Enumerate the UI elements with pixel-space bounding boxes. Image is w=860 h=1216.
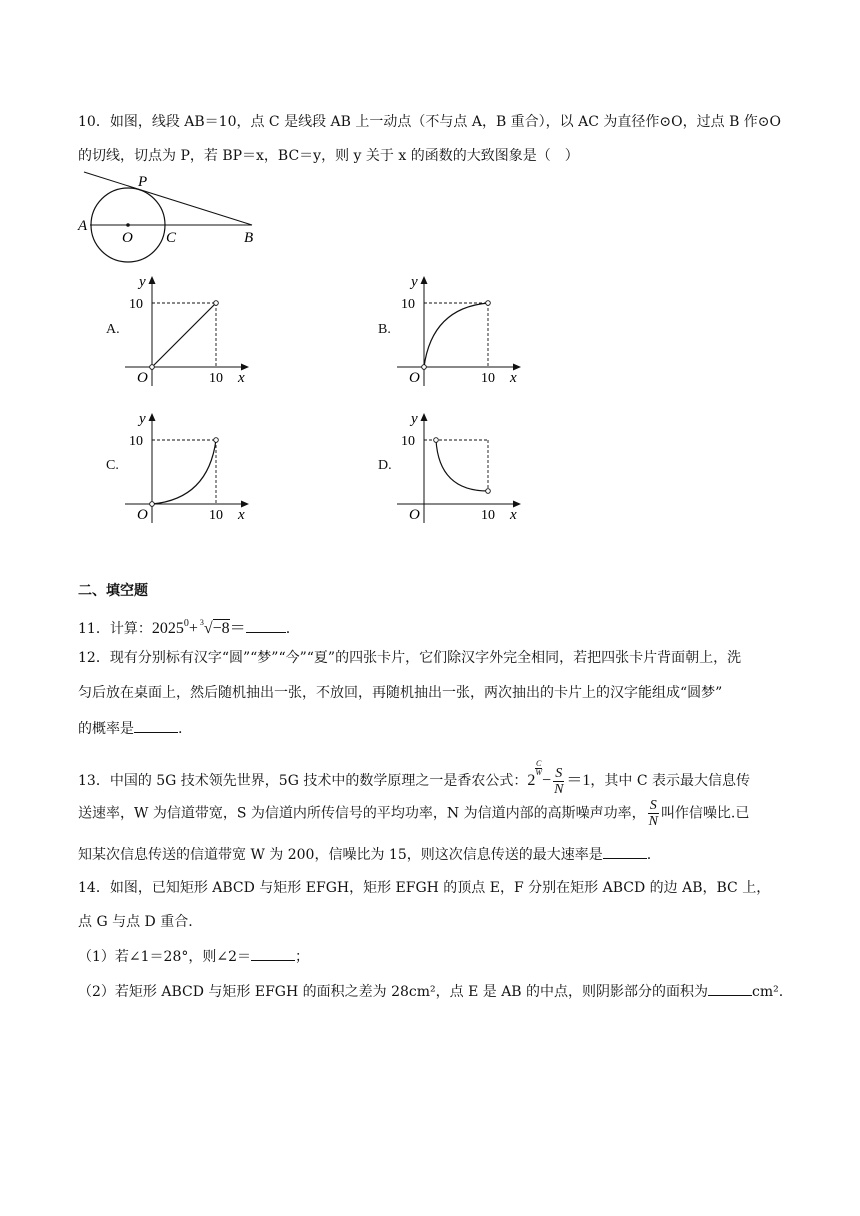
q13-line-2a: 送速率，W 为信道带宽，S 为信道内所传信号的平均功率，N 为信道内部的高斯噪声功率， [78, 805, 646, 822]
q13-frac-num: S [553, 766, 564, 782]
figure-label-P: P [138, 174, 148, 190]
q13-line-3 [78, 844, 651, 865]
q14-part-2a: （2）若矩形 ABCD 与矩形 EFGH 的面积之差为 28cm²，点 E 是 AB 的中点，则阴影部分的面积为 [78, 984, 709, 1000]
q11-plus: + [188, 620, 198, 637]
q13-line-1b: ，其中 C 表示最大信息传 [590, 773, 751, 789]
q12-line-2: 匀后放在桌面上，然后随机抽出一张，不放回，再随机抽出一张，两次抽出的卡片上的汉字能组成“圆梦” [78, 685, 723, 701]
option-a-x-label: x [238, 370, 245, 386]
option-b-graph [397, 268, 527, 388]
option-a-y-label: y [139, 274, 146, 290]
q11-line [78, 613, 290, 639]
option-d-ten-y: 10 [401, 434, 415, 449]
option-b-origin: O [409, 370, 420, 386]
q12-answer-blank[interactable] [134, 718, 178, 733]
option-b-curve [424, 303, 488, 367]
figure-label-O: O [122, 230, 133, 246]
option-b-y-label: y [411, 274, 418, 290]
option-c-ten-x: 10 [209, 508, 223, 523]
q11-radicand: −8 [212, 620, 230, 637]
q13-frac-den: N [554, 781, 564, 797]
q13-snr-den: N [648, 814, 658, 829]
figure-tangent-line [84, 172, 252, 225]
q13-exp-den: W [535, 768, 543, 777]
option-c-graph [125, 405, 255, 525]
q13-snr-num: S [648, 798, 659, 814]
q12-line-3-text: 的概率是 [78, 721, 134, 737]
option-d-label: D. [378, 458, 392, 473]
q11-prefix: 11．计算： [78, 621, 152, 637]
q14-part-1 [78, 946, 309, 967]
q11-equals: ＝ [229, 620, 246, 637]
option-b-ten-y: 10 [401, 297, 415, 312]
q13-answer-blank[interactable] [603, 844, 647, 859]
q11-end: . [285, 621, 291, 637]
q11-root-index: 3 [199, 618, 204, 627]
q13-line-2b: 叫作信噪比.已 [660, 805, 750, 822]
section-title: 二、填空题 [78, 583, 148, 599]
q13-eq: ＝1 [566, 772, 591, 789]
option-b-label: B. [378, 322, 391, 337]
option-d-ten-x: 10 [481, 508, 495, 523]
option-c-ten-y: 10 [129, 434, 143, 449]
q13-minus: − [542, 772, 552, 789]
option-c-curve [152, 440, 216, 504]
q12-end: . [178, 721, 183, 737]
option-c-y-label: y [139, 411, 146, 427]
option-a-graph [125, 268, 255, 388]
figure-label-A: A [78, 218, 88, 234]
q11-exponent: 0 [183, 618, 189, 629]
option-d-origin: O [409, 507, 420, 523]
option-d-x-label: x [510, 507, 517, 523]
q13-line-3-text: 知某次信息传送的信道带宽 W 为 200，信噪比为 15，则这次信息传送的最大速率是 [78, 847, 603, 863]
q13-end: . [646, 847, 652, 863]
q13-formula-base: 2 [527, 772, 536, 789]
q14-part-2-blank[interactable] [708, 981, 752, 996]
q12-line-3 [78, 718, 182, 739]
q11-answer-blank[interactable] [246, 618, 286, 633]
option-a-curve [152, 303, 216, 367]
q14-part-2 [78, 981, 783, 1002]
option-a-origin: O [137, 370, 148, 386]
q14-part-2b: cm². [752, 984, 784, 1000]
figure-center-dot [126, 223, 130, 227]
q12-line-1: 12．现有分别标有汉字“圆”“梦”“今”“夏”的四张卡片，它们除汉字外完全相同，若把四张卡片背面朝上，洗 [78, 650, 742, 666]
option-a-label: A. [106, 322, 120, 337]
q13-line-1 [78, 760, 750, 797]
q13-line-1a: 13．中国的 5G 技术领先世界，5G 技术中的数学原理之一是香农公式： [78, 773, 528, 789]
q13-exp-num: C [536, 759, 542, 768]
q13-formula [527, 759, 591, 797]
q11-base: 2025 [151, 620, 184, 637]
q10-line-1: 10．如图，线段 AB＝10，点 C 是线段 AB 上一动点（不与点 A，B 重合），以 AC 为直径作⊙O，过点 B 作⊙O [78, 114, 782, 130]
q14-part-1-blank[interactable] [251, 946, 295, 961]
q10-line-2: 的切线，切点为 P，若 BP＝x，BC＝y，则 y 关于 x 的函数的大致图象是（ ） [78, 148, 579, 164]
option-b-x-label: x [510, 370, 517, 386]
option-c-origin: O [137, 507, 148, 523]
q14-line-1: 14．如图，已知矩形 ABCD 与矩形 EFGH，矩形 EFGH 的顶点 E，F 分别在矩形 ABCD 的边 AB，BC 上， [78, 880, 771, 896]
q11-radical-sign: √ [203, 620, 213, 637]
q14-part-1a: （1）若∠1＝28°，则∠2＝ [78, 949, 251, 965]
q14-line-2: 点 G 与点 D 重合. [78, 914, 193, 930]
figure-label-B: B [244, 230, 254, 246]
option-d-y-label: y [411, 411, 418, 427]
option-a-ten-y: 10 [129, 297, 143, 312]
q13-line-2 [78, 798, 749, 829]
option-a-ten-x: 10 [209, 371, 223, 386]
figure-label-C: C [166, 230, 177, 246]
q14-part-1b: ； [295, 949, 309, 965]
q10-circle-figure [74, 170, 274, 270]
option-c-label: C. [106, 458, 119, 473]
option-c-x-label: x [238, 507, 245, 523]
option-d-curve [436, 440, 488, 491]
option-b-ten-x: 10 [481, 371, 495, 386]
option-d-graph [397, 405, 527, 525]
